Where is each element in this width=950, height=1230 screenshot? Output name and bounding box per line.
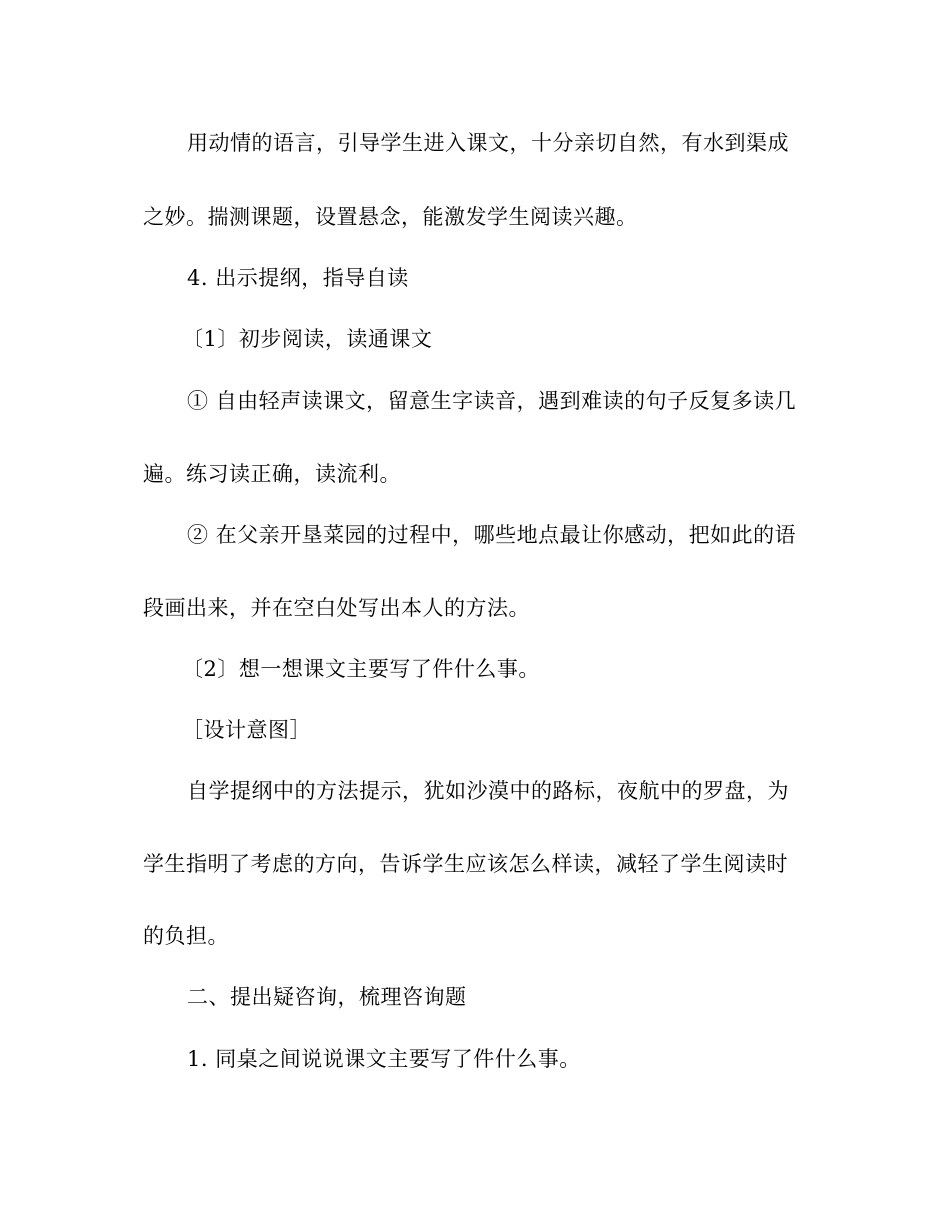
paragraph-line: 遍。练习读正确，读流利。 <box>143 462 401 486</box>
paragraph-line: 自学提纲中的方法提示，犹如沙漠中的路标，夜航中的罗盘，为 <box>187 779 789 803</box>
design-intent-label: ［设计意图］ <box>182 718 311 742</box>
paragraph-line: 的负担。 <box>143 924 229 948</box>
sub-item-heading: 〔1〕初步阅读，读通课文 <box>182 327 433 351</box>
paragraph-line: ① 自由轻声读课文，留意生字读音，遇到难读的句子反复多读几 <box>187 389 797 413</box>
list-item-heading: 4. 出示提纲，指导自读 <box>187 266 409 290</box>
section-heading: 二、提出疑咨询，梳理咨询题 <box>187 985 467 1009</box>
paragraph-line: 之妙。揣测课题，设置悬念，能激发学生阅读兴趣。 <box>143 205 638 229</box>
paragraph-line: 段画出来，并在空白处写出本人的方法。 <box>143 596 530 620</box>
sub-item-heading: 〔2〕想一想课文主要写了件什么事。 <box>182 657 540 681</box>
paragraph-line: 用动情的语言，引导学生进入课文，十分亲切自然，有水到渠成 <box>187 131 789 155</box>
list-item-heading: 1. 同桌之间说说课文主要写了件什么事。 <box>187 1047 581 1071</box>
paragraph-line: 学生指明了考虑的方向，告诉学生应该怎么样读，减轻了学生阅读时 <box>143 852 788 876</box>
paragraph-line: ② 在父亲开垦菜园的过程中，哪些地点最让你感动，把如此的语 <box>187 523 797 547</box>
